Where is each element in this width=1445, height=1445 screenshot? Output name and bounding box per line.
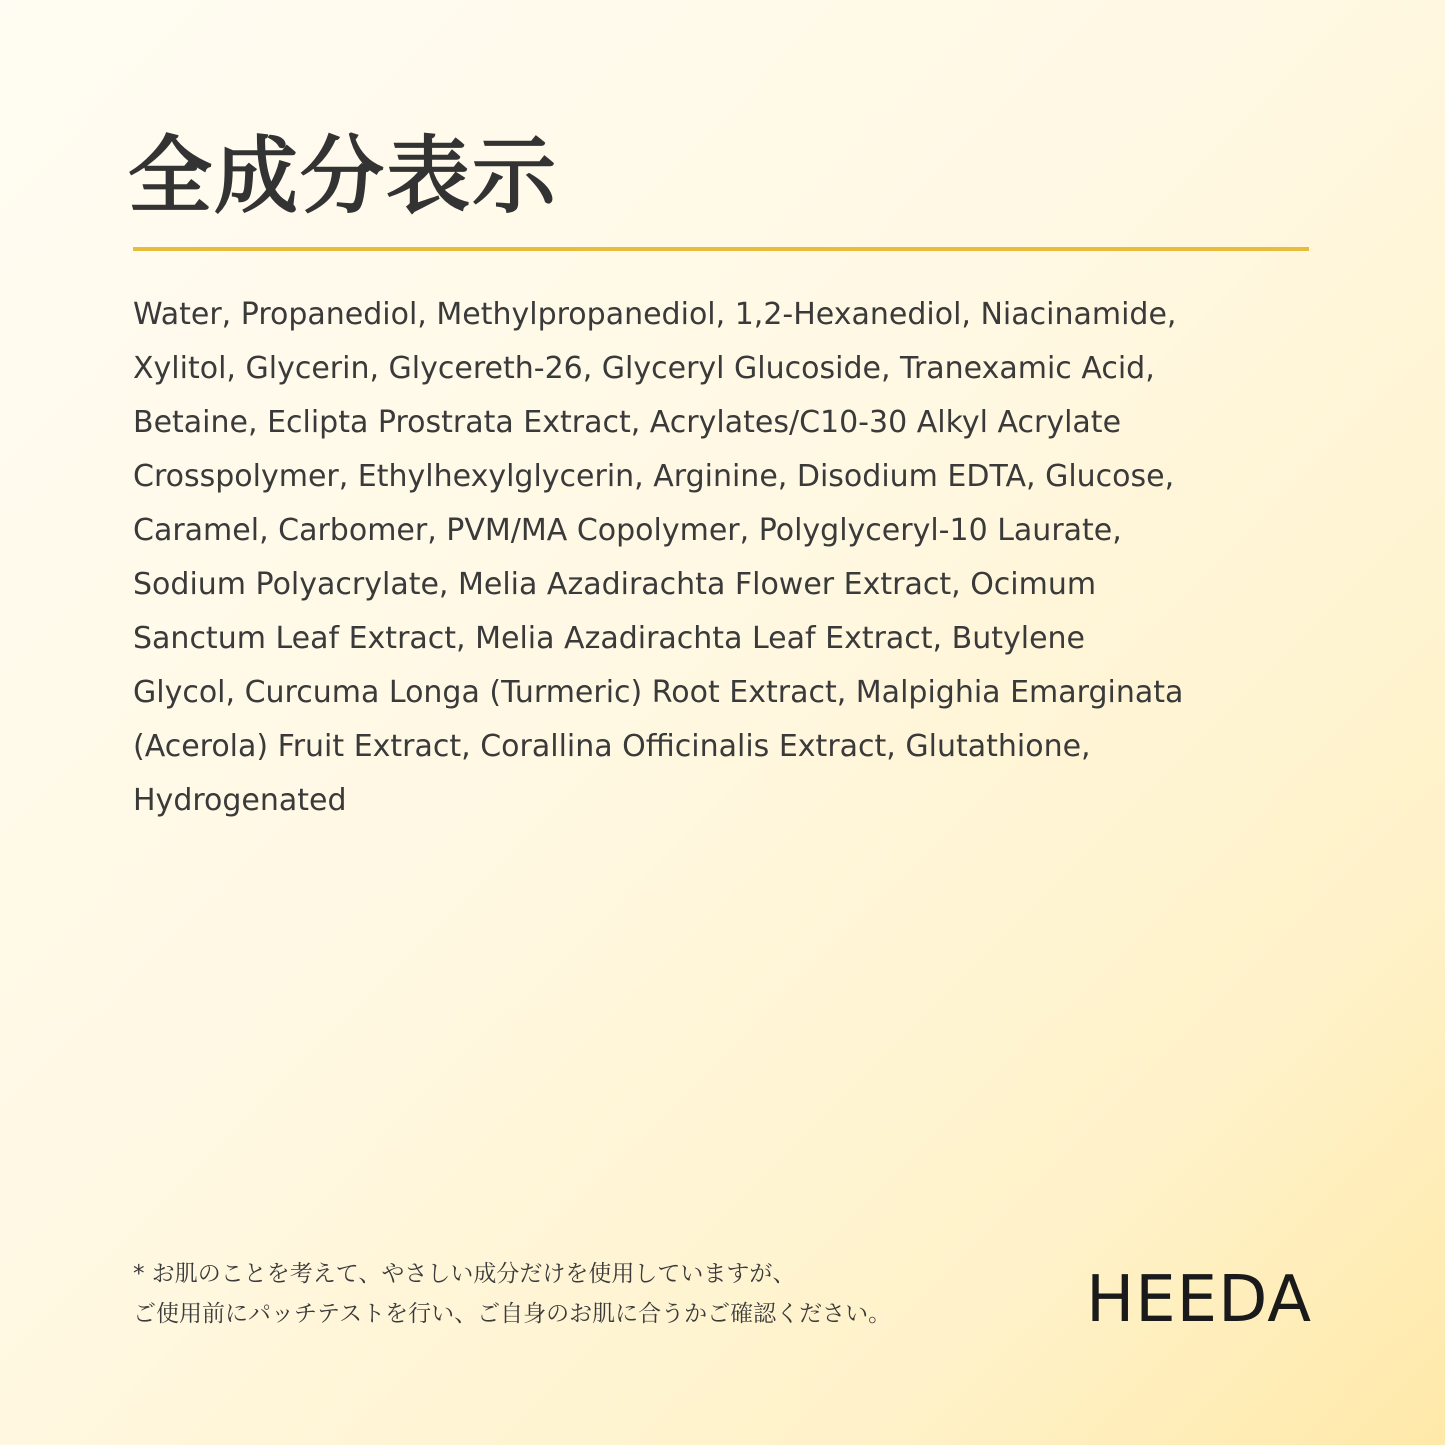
patch-test-note (133, 1254, 1053, 1334)
page-title: 全成分表示 (128, 127, 559, 225)
ingredient-line: Sodium Polyacrylate, Melia Azadirachta Flower Extract, Ocimum (133, 567, 1097, 602)
ingredient-line: Xylitol, Glycerin, Glycereth-26, Glyceryl Glucoside, Tranexamic Acid, (133, 351, 1155, 386)
ingredient-line: Caramel, Carbomer, PVM/MA Copolymer, Polyglyceryl-10 Laurate, (133, 513, 1122, 548)
note-line: * お肌のことを考えて、やさしい成分だけを使用していますが、 (133, 1261, 796, 1287)
ingredient-line: Glycol, Curcuma Longa (Turmeric) Root Extract, Malpighia Emarginata (133, 675, 1184, 710)
ingredient-line: (Acerola) Fruit Extract, Corallina Officinalis Extract, Glutathione, (133, 729, 1091, 764)
ingredient-list (133, 288, 1323, 828)
ingredient-line: Hydrogenated (133, 783, 347, 818)
title-divider (133, 247, 1309, 251)
note-line: ご使用前にパッチテストを行い、ご自身のお肌に合うかご確認ください。 (133, 1301, 892, 1327)
ingredient-line: Crosspolymer, Ethylhexylglycerin, Arginine, Disodium EDTA, Glucose, (133, 459, 1175, 494)
brand-logo: HEEDA (1086, 1263, 1312, 1337)
ingredient-line: Sanctum Leaf Extract, Melia Azadirachta Leaf Extract, Butylene (133, 621, 1086, 656)
ingredient-line: Betaine, Eclipta Prostrata Extract, Acrylates/C10-30 Alkyl Acrylate (133, 405, 1122, 440)
ingredient-line: Water, Propanediol, Methylpropanediol, 1,2-Hexanediol, Niacinamide, (133, 297, 1177, 332)
